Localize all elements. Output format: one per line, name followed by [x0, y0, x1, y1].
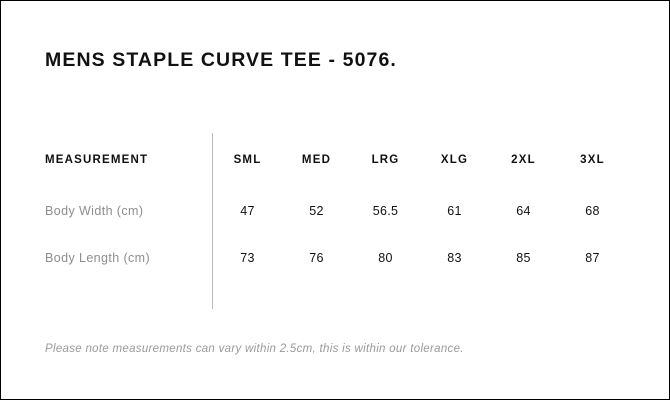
row-label-body-length: Body Length (cm) [45, 250, 151, 265]
column-header-med: MED [301, 154, 332, 166]
cell-body-width-lrg: 56.5 [372, 203, 399, 218]
size-table-wrapper [45, 133, 627, 281]
column-header-lrg: LRG [371, 154, 400, 166]
column-header-2xl: 2XL [511, 154, 536, 166]
column-header-measurement: MEASUREMENT [45, 154, 149, 166]
table-row [45, 234, 627, 281]
cell-body-width-2xl: 64 [516, 203, 531, 218]
cell-body-length-3xl: 87 [585, 250, 600, 265]
column-header-sml: SML [233, 154, 262, 166]
size-table [45, 133, 627, 281]
cell-body-width-med: 52 [309, 203, 324, 218]
row-label-body-width: Body Width (cm) [45, 203, 144, 218]
cell-body-length-med: 76 [309, 250, 324, 265]
table-header [45, 133, 627, 187]
column-header-3xl: 3XL [580, 154, 605, 166]
cell-body-width-sml: 47 [240, 203, 255, 218]
table-body [45, 187, 627, 281]
cell-body-length-2xl: 85 [516, 250, 531, 265]
cell-body-length-lrg: 80 [378, 250, 393, 265]
table-header-row [45, 133, 627, 187]
cell-body-length-sml: 73 [240, 250, 255, 265]
table-row [45, 187, 627, 234]
column-header-xlg: XLG [440, 154, 469, 166]
cell-body-length-xlg: 83 [447, 250, 462, 265]
cell-body-width-3xl: 68 [585, 203, 600, 218]
page-title: MENS STAPLE CURVE TEE - 5076. [45, 49, 397, 71]
cell-body-width-xlg: 61 [447, 203, 462, 218]
tolerance-note: Please note measurements can vary within 2.5cm, this is within our tolerance. [45, 343, 464, 355]
